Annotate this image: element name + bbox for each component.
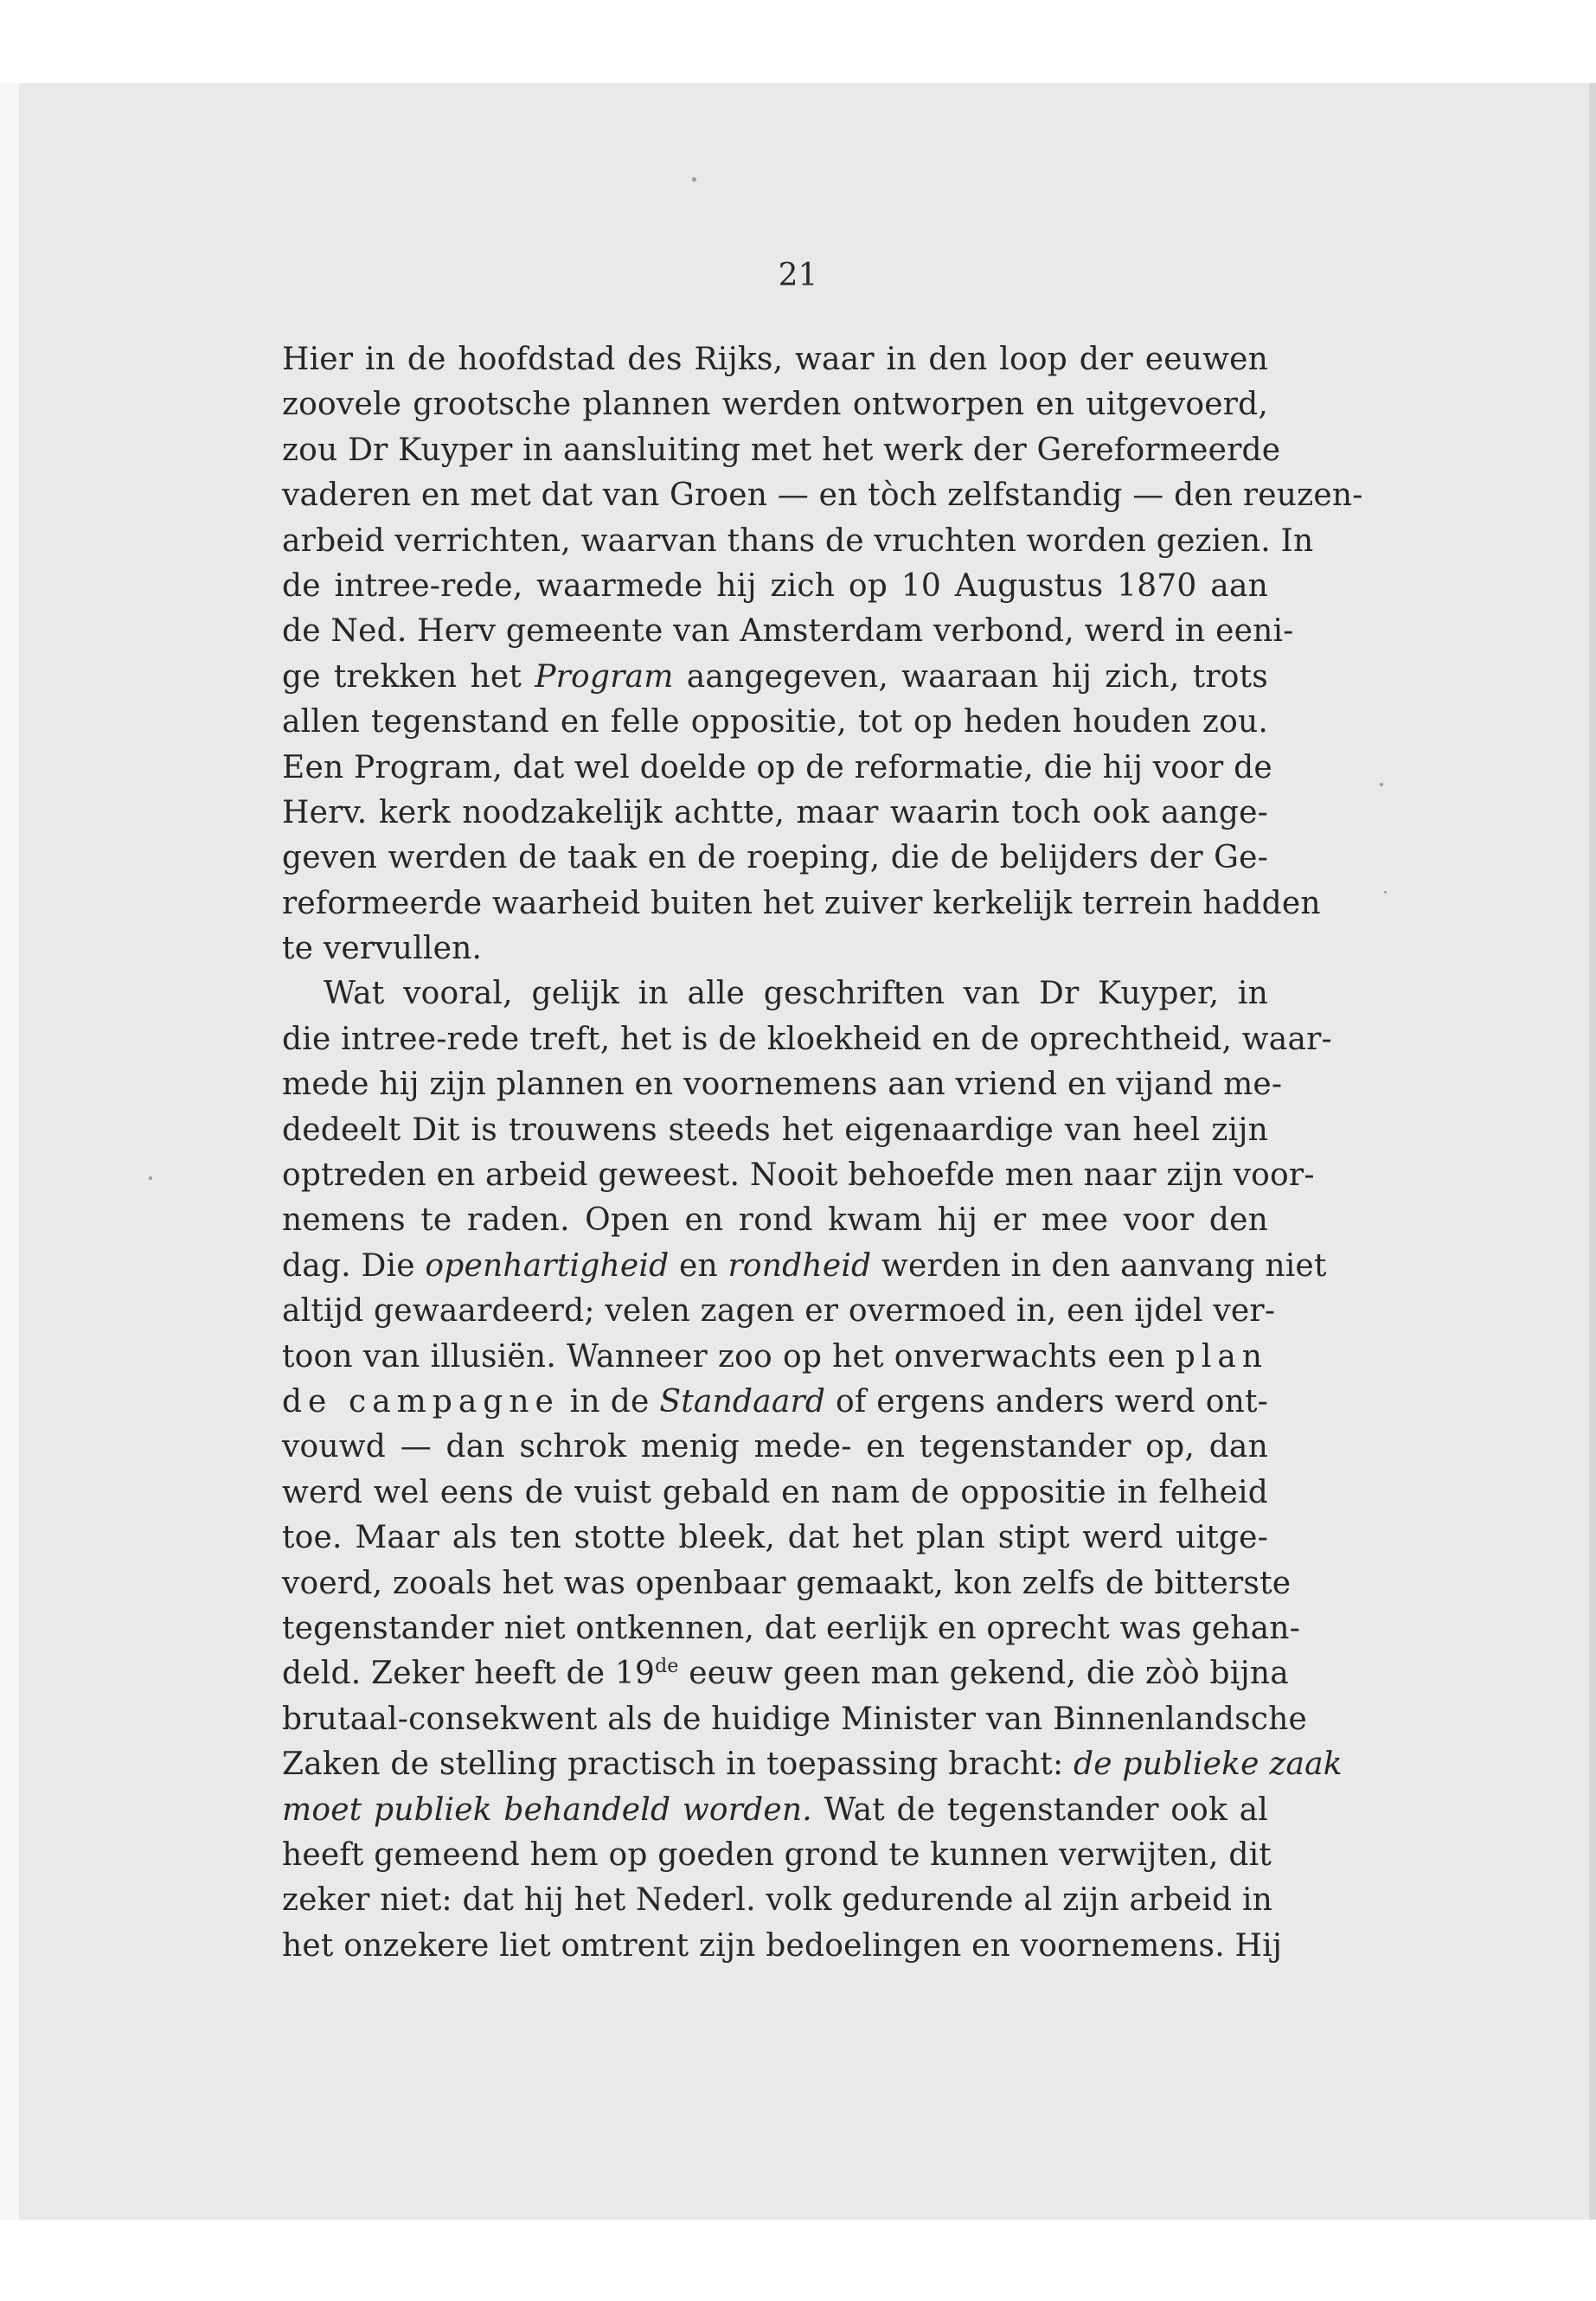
text-line	[282, 1788, 1268, 1833]
text-line: zou Dr Kuyper in aansluiting met het werk der Gereformeerde	[282, 432, 1281, 468]
text-line: arbeid verrichten, waarvan thans de vruchten worden gezien. In	[282, 522, 1314, 559]
text-line: te vervullen.	[282, 931, 483, 967]
text-line	[282, 1742, 1343, 1787]
text-line: zeker niet: dat hij het Nederl. volk gedurende al zijn arbeid in	[282, 1882, 1273, 1919]
text-line: de Ned. Herv gemeente van Amsterdam verbond, werd in eeni-	[282, 613, 1294, 650]
text-line	[282, 1244, 1327, 1289]
text-line: vouwd — dan schrok menig mede- en tegenstander op, dan	[282, 1429, 1268, 1465]
text-line: zoovele grootsche plannen werden ontworpen en uitgevoerd,	[282, 387, 1268, 423]
text-line: Wat vooral, gelijk in alle geschriften van Dr Kuyper, in	[324, 976, 1268, 1012]
text-line: de intree-rede, waarmede hij zich op 10 Augustus 1870 aan	[282, 567, 1268, 604]
text-run: eeuw geen man gekend, die zòò bijna	[678, 1656, 1289, 1692]
text-line: allen tegenstand en felle oppositie, tot op heden houden zou.	[282, 704, 1268, 740]
italic-run: Program	[535, 658, 674, 695]
text-line	[282, 1380, 1268, 1425]
text-run: dag. Die	[282, 1247, 426, 1284]
text-run: of ergens anders werd ont-	[825, 1383, 1268, 1420]
text-run: deld. Zeker heeft de 19	[282, 1656, 656, 1692]
text-run: Zaken de stelling practisch in toepassing bracht:	[282, 1747, 1074, 1783]
text-line: dedeelt Dit is trouwens steeds het eigenaardige van heel zijn	[282, 1112, 1268, 1148]
speck-left-1	[149, 1176, 152, 1180]
body-text	[282, 337, 1363, 1969]
text-run: werden in den aanvang niet	[871, 1247, 1327, 1284]
text-line: Een Program, dat wel doelde op de reformatie, die hij voor de	[282, 749, 1272, 785]
text-line: werd wel eens de vuist gebald en nam de oppositie in felheid	[282, 1474, 1268, 1510]
spaced-run: de campagne	[282, 1383, 560, 1420]
italic-run: de publieke zaak	[1073, 1747, 1343, 1783]
speck-right-1	[1380, 783, 1383, 786]
text-line: vaderen en met dat van Groen — en tòch zelfstandig — den reuzen-	[282, 478, 1363, 514]
text-run: en	[669, 1247, 728, 1284]
text-line	[282, 655, 1268, 700]
text-line	[282, 1335, 1268, 1380]
text-line: Herv. kerk noodzakelijk achtte, maar waarin toch ook aange-	[282, 794, 1268, 830]
text-line: het onzekere liet omtrent zijn bedoelingen en voornemens. Hij	[282, 1927, 1283, 1964]
text-line: geven werden de taak en de roeping, die de belijders der Ge-	[282, 840, 1268, 876]
text-run: toon van illusiën. Wanneer zoo op het onverwachts een	[282, 1338, 1176, 1375]
text-run: Wat de tegenstander ook al	[811, 1791, 1268, 1828]
text-line: toe. Maar als ten stotte bleek, dat het plan stipt werd uitge-	[282, 1520, 1268, 1556]
text-line: reformeerde waarheid buiten het zuiver kerkelijk terrein hadden	[282, 885, 1321, 921]
text-line: heeft gemeend hem op goeden grond te kunnen verwijten, dit	[282, 1836, 1272, 1873]
text-run: in de	[559, 1383, 660, 1420]
italic-run: moet publiek behandeld worden.	[282, 1791, 812, 1828]
spaced-run: plan	[1175, 1338, 1268, 1375]
italic-run: openhartigheid	[425, 1247, 670, 1284]
text-line: altijd gewaardeerd; velen zagen er overmoed in, een ijdel ver-	[282, 1293, 1276, 1330]
scan-edge-right	[1589, 83, 1596, 2220]
speck-right-2	[1384, 891, 1387, 894]
text-line: voerd, zooals het was openbaar gemaakt, kon zelfs de bitterste	[282, 1565, 1292, 1601]
text-line: die intree-rede treft, het is de kloekheid en de oprechtheid, waar-	[282, 1021, 1332, 1057]
text-run: ge trekken het	[282, 658, 535, 695]
italic-run: rondheid	[727, 1247, 872, 1284]
speck-top	[692, 177, 696, 182]
text-line: nemens te raden. Open en rond kwam hij er mee voor den	[282, 1202, 1268, 1239]
page-number: 21	[778, 258, 818, 293]
text-run: aangegeven, waaraan hij zich, trots	[673, 658, 1268, 695]
superscript: de	[655, 1656, 679, 1678]
text-line	[282, 1651, 1289, 1696]
text-line: tegenstander niet ontkennen, dat eerlijk en oprecht was gehan-	[282, 1610, 1301, 1646]
paragraph-2	[282, 971, 1343, 1969]
text-line: mede hij zijn plannen en voornemens aan vriend en vijand me-	[282, 1067, 1283, 1103]
scan-edge-left	[0, 83, 19, 2220]
text-line: optreden en arbeid geweest. Nooit behoefde men naar zijn voor-	[282, 1157, 1315, 1194]
text-line: Hier in de hoofdstad des Rijks, waar in den loop der eeuwen	[282, 342, 1268, 377]
italic-run: Standaard	[659, 1383, 826, 1420]
text-line: brutaal-consekwent als de huidige Minister van Binnenlandsche	[282, 1701, 1308, 1737]
paragraph-1	[282, 337, 1363, 971]
